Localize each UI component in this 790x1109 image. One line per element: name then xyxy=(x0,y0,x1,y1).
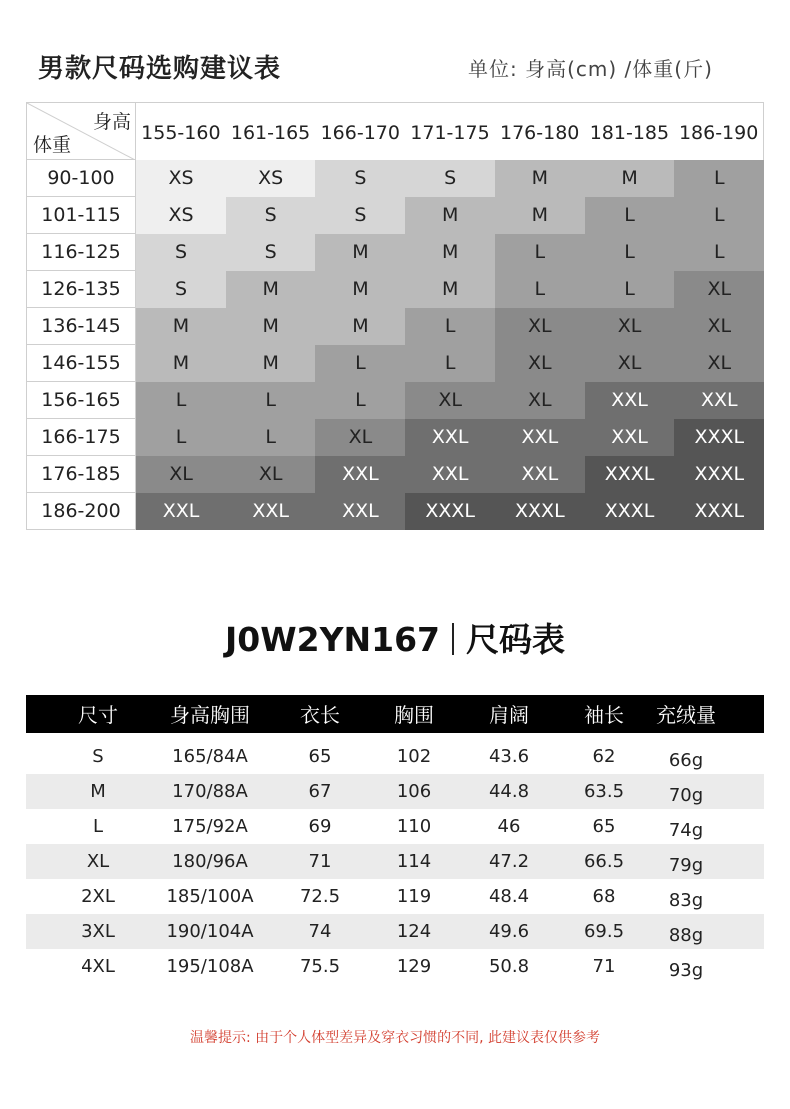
size-cell: XXL xyxy=(315,493,405,530)
size-table-cell: 49.6 xyxy=(488,921,530,942)
size-table-cell: 106 xyxy=(396,781,432,802)
size-table-cell: 2XL xyxy=(81,886,115,907)
disclaimer-tip: 温馨提示: 由于个人体型差异及穿衣习惯的不同, 此建议表仅供参考 xyxy=(189,1030,601,1046)
size-cell: XXL xyxy=(495,419,585,456)
size-table-cell: 3XL xyxy=(81,921,115,942)
page-title: 男款尺码选购建议表 xyxy=(38,54,282,84)
size-cell: M xyxy=(495,197,585,234)
size-cell: XL xyxy=(405,382,495,419)
size-cell: XL xyxy=(674,271,764,308)
size-cell: XXL xyxy=(315,456,405,493)
size-cell: M xyxy=(585,160,675,197)
size-cell: XS xyxy=(226,160,316,197)
size-cell: XL xyxy=(315,419,405,456)
size-cell: S xyxy=(136,234,226,271)
corner-height-label: 身高 xyxy=(92,111,131,133)
size-cell: XXL xyxy=(405,419,495,456)
grid-corner-header xyxy=(26,102,136,160)
height-col-header: 171-175 xyxy=(405,102,495,160)
size-cell: XXXL xyxy=(405,493,495,530)
size-table-cell: 4XL xyxy=(81,956,115,977)
size-cell: XXXL xyxy=(585,493,675,530)
size-cell: L xyxy=(405,345,495,382)
size-cell: XXL xyxy=(585,382,675,419)
weight-row-header: 156-165 xyxy=(26,382,136,419)
size-cell: XL xyxy=(585,308,675,345)
size-table-column-header: 充绒量 xyxy=(656,703,716,727)
size-cell: L xyxy=(405,308,495,345)
size-cell: XL xyxy=(495,345,585,382)
size-cell: L xyxy=(495,234,585,271)
size-cell: XXXL xyxy=(674,419,764,456)
size-table-cell: 69 xyxy=(308,816,332,837)
height-col-header: 161-165 xyxy=(226,102,316,160)
size-cell: L xyxy=(315,345,405,382)
size-cell: M xyxy=(315,271,405,308)
size-table-cell: 66g xyxy=(668,750,704,771)
size-table-header xyxy=(26,695,764,733)
weight-row-header: 146-155 xyxy=(26,345,136,382)
size-recommendation-grid xyxy=(26,102,764,530)
size-table-cell: 67 xyxy=(308,781,332,802)
height-col-header: 186-190 xyxy=(674,102,764,160)
size-table-row xyxy=(26,739,764,774)
size-cell: L xyxy=(585,234,675,271)
size-table-cell: 175/92A xyxy=(172,816,248,837)
size-table-row xyxy=(26,774,764,809)
size-cell: XXL xyxy=(585,419,675,456)
size-cell: XL xyxy=(136,456,226,493)
size-table-cell: 68 xyxy=(592,886,616,907)
product-code: J0W2YN167 xyxy=(225,620,440,659)
size-table-cell: 190/104A xyxy=(166,921,254,942)
weight-row-header: 126-135 xyxy=(26,271,136,308)
weight-row-header: 116-125 xyxy=(26,234,136,271)
size-table-cell: L xyxy=(92,816,104,837)
weight-row-header: 186-200 xyxy=(26,493,136,530)
size-cell: M xyxy=(315,308,405,345)
size-table-cell: 48.4 xyxy=(488,886,530,907)
size-cell: M xyxy=(495,160,585,197)
size-table-row xyxy=(26,809,764,844)
size-table-cell: 63.5 xyxy=(583,781,625,802)
size-table-row xyxy=(26,844,764,879)
size-table-cell: 62 xyxy=(592,746,616,767)
size-table-column-header: 袖长 xyxy=(584,703,624,727)
size-cell: M xyxy=(405,234,495,271)
size-table-cell: 110 xyxy=(396,816,432,837)
size-cell: L xyxy=(585,197,675,234)
size-cell: M xyxy=(226,271,316,308)
weight-row-header: 166-175 xyxy=(26,419,136,456)
size-cell: L xyxy=(674,234,764,271)
size-cell: XXL xyxy=(674,382,764,419)
size-table-cell: 185/100A xyxy=(166,886,254,907)
size-table-cell: 70g xyxy=(668,785,704,806)
size-table-cell: 65 xyxy=(592,816,616,837)
weight-row-header: 90-100 xyxy=(26,160,136,197)
size-cell: L xyxy=(495,271,585,308)
size-table-cell: 124 xyxy=(396,921,432,942)
size-table-cell: XL xyxy=(86,851,110,872)
size-cell: XXXL xyxy=(585,456,675,493)
size-cell: L xyxy=(674,160,764,197)
size-table-cell: 79g xyxy=(668,855,704,876)
weight-row-header: 176-185 xyxy=(26,456,136,493)
size-table-cell: 66.5 xyxy=(583,851,625,872)
size-cell: L xyxy=(136,419,226,456)
size-cell: L xyxy=(585,271,675,308)
size-cell: M xyxy=(136,345,226,382)
size-cell: XL xyxy=(226,456,316,493)
size-cell: S xyxy=(136,271,226,308)
size-cell: M xyxy=(226,345,316,382)
product-table-label: 尺码表 xyxy=(466,620,565,659)
size-cell: S xyxy=(226,234,316,271)
size-cell: XS xyxy=(136,197,226,234)
size-table-cell: 50.8 xyxy=(488,956,530,977)
weight-row-header: 136-145 xyxy=(26,308,136,345)
size-table-column-header: 肩阔 xyxy=(489,703,529,727)
size-table-cell: 129 xyxy=(396,956,432,977)
size-table-cell: 114 xyxy=(396,851,432,872)
size-cell: M xyxy=(405,271,495,308)
size-table-cell: 180/96A xyxy=(172,851,248,872)
size-table-cell: 69.5 xyxy=(583,921,625,942)
size-table-column-header: 尺寸 xyxy=(78,703,118,727)
size-table-cell: 74g xyxy=(668,820,704,841)
size-table-row xyxy=(26,949,764,984)
weight-row-header: 101-115 xyxy=(26,197,136,234)
size-cell: XXL xyxy=(495,456,585,493)
size-cell: S xyxy=(405,160,495,197)
size-table-cell: 44.8 xyxy=(488,781,530,802)
size-cell: S xyxy=(226,197,316,234)
size-table-cell: 72.5 xyxy=(299,886,341,907)
size-table-cell: 75.5 xyxy=(299,956,341,977)
title-separator xyxy=(452,623,454,655)
height-col-header: 181-185 xyxy=(585,102,675,160)
corner-weight-label: 体重 xyxy=(33,134,72,156)
size-cell: XL xyxy=(674,345,764,382)
size-cell: S xyxy=(315,197,405,234)
size-cell: L xyxy=(315,382,405,419)
size-cell: XXXL xyxy=(495,493,585,530)
size-table-column-header: 胸围 xyxy=(394,703,434,727)
size-cell: XXXL xyxy=(674,456,764,493)
size-table-cell: 195/108A xyxy=(166,956,254,977)
size-table-cell: 165/84A xyxy=(172,746,248,767)
size-table-row xyxy=(26,914,764,949)
size-cell: M xyxy=(405,197,495,234)
size-table-cell: 170/88A xyxy=(172,781,248,802)
size-cell: XL xyxy=(495,308,585,345)
size-cell: XXL xyxy=(405,456,495,493)
size-table-cell: S xyxy=(92,746,104,767)
size-table-cell: M xyxy=(90,781,106,802)
product-title xyxy=(0,614,790,661)
size-table-cell: 71 xyxy=(592,956,616,977)
size-cell: M xyxy=(136,308,226,345)
unit-note: 单位: 身高(cm) /体重(斤) xyxy=(468,57,713,81)
size-cell: M xyxy=(315,234,405,271)
size-table-column-header: 身高胸围 xyxy=(170,703,250,727)
size-cell: S xyxy=(315,160,405,197)
size-cell: XL xyxy=(585,345,675,382)
size-table-cell: 88g xyxy=(668,925,704,946)
size-cell: L xyxy=(226,419,316,456)
size-cell: XL xyxy=(495,382,585,419)
size-cell: L xyxy=(136,382,226,419)
size-cell: L xyxy=(226,382,316,419)
size-table-cell: 43.6 xyxy=(488,746,530,767)
size-cell: XXL xyxy=(226,493,316,530)
size-table-cell: 74 xyxy=(308,921,332,942)
size-table-cell: 71 xyxy=(308,851,332,872)
height-col-header: 176-180 xyxy=(495,102,585,160)
size-table-column-header: 衣长 xyxy=(300,703,340,727)
size-table-cell: 102 xyxy=(396,746,432,767)
height-col-header: 166-170 xyxy=(315,102,405,160)
size-cell: L xyxy=(674,197,764,234)
size-cell: XS xyxy=(136,160,226,197)
size-table-cell: 119 xyxy=(396,886,432,907)
size-cell: XXL xyxy=(136,493,226,530)
size-cell: XXXL xyxy=(674,493,764,530)
size-table-cell: 47.2 xyxy=(488,851,530,872)
size-cell: M xyxy=(226,308,316,345)
size-table-cell: 65 xyxy=(308,746,332,767)
size-table-row xyxy=(26,879,764,914)
size-table-cell: 83g xyxy=(668,890,704,911)
size-cell: XL xyxy=(674,308,764,345)
height-col-header: 155-160 xyxy=(136,102,226,160)
size-table-cell: 46 xyxy=(497,816,521,837)
size-table-cell: 93g xyxy=(668,960,704,981)
